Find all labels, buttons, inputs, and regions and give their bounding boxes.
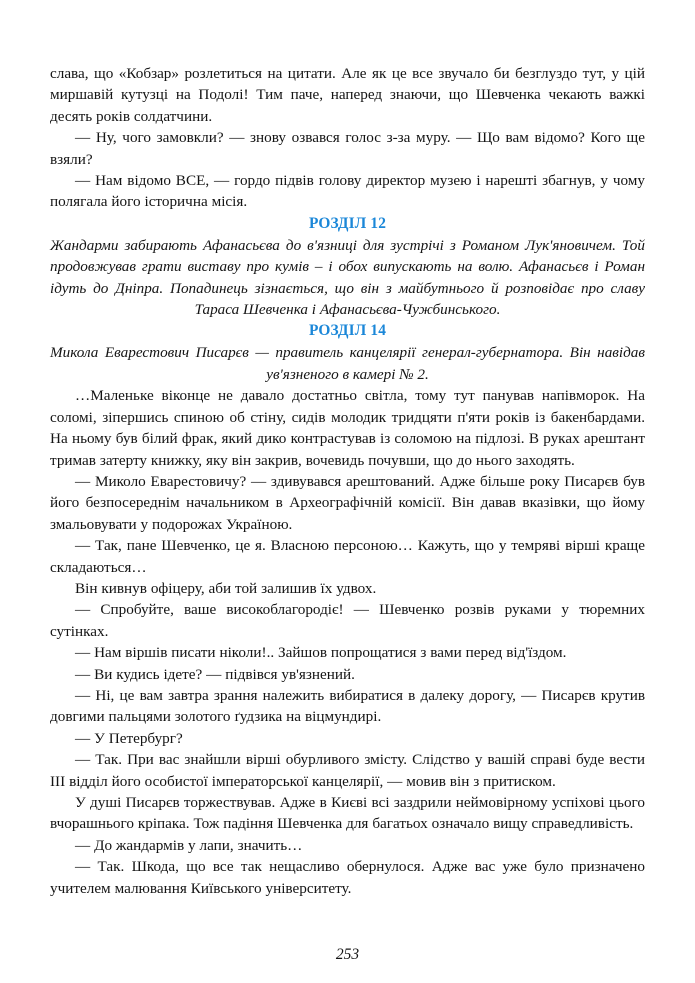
paragraph-ch14-13: — Так. Шкода, що все так нещасливо обернулося. Адже вас уже було призначено учителем малювання Київського університету. [50, 858, 645, 897]
paragraph-ch14-2: — Миколо Еварестовичу? — здивувався арештований. Адже більше року Писарєв був його безпосереднім начальником в Археографічній комісії. Він давав вказівки, що йому змальовувати у подорожах Україною. [50, 472, 645, 533]
page-number: 253 [335, 946, 360, 963]
paragraph-ch14-8: — Ні, це вам завтра зрання належить вибиратися в далеку дорогу, — Писарєв крутив довгими пальцями золотого ґудзика на віцмундирі. [50, 686, 645, 726]
chapter-heading-12: РОЗДІЛ 12 [308, 214, 387, 232]
paragraph-ch14-5: — Спробуйте, ваше високоблагородіє! — Шевченко розвів руками у тюремних сутінках. [50, 601, 645, 640]
paragraph-ch14-11: У душі Писарєв торжествував. Адже в Києві всі заздрили неймовірному успіхові цього вчорашнього кріпака. Тож падіння Шевченка для багатьох означало вищу справедливість. [50, 794, 645, 833]
paragraph-ch14-3: — Так, пане Шевченко, це я. Власною персоною… Кажуть, що у темряві вірші краще складаються… [50, 537, 645, 576]
chapter-summary-14: Микола Еварестович Писарєв — правитель канцелярії генерал-губернатора. Він навідав ув'язненого в камері № 2. [50, 344, 645, 383]
paragraph-ch14-10: — Так. При вас знайшли вірші обурливого змісту. Слідство у вашій справі буде вести ІІІ відділ його особистої імператорської канцелярії, — мовив він з притиском. [50, 751, 645, 790]
page-content [50, 63, 645, 899]
paragraph-ch14-7: — Ви кудись ідете? — підвівся ув'язнений. [75, 665, 355, 683]
paragraph-ch14-12: — До жандармів у лапи, значить… [75, 836, 303, 854]
paragraph-ch14-6: — Нам віршів писати ніколи!.. Зайшов попрощатися з вами перед від'їздом. [75, 644, 567, 662]
paragraph-dialogue-2: — Нам відомо ВСЕ, — гордо підвів голову директор музею і нарешті збагнув, у чому полягала його історична місія. [50, 172, 645, 211]
chapter-heading-14: РОЗДІЛ 14 [308, 322, 387, 340]
paragraph-ch14-4: Він кивнув офіцеру, аби той залишив їх удвох. [75, 579, 377, 597]
paragraph-dialogue-1: — Ну, чого замовкли? — знову озвався голос з-за муру. — Що вам відомо? Кого ще взяли? [50, 129, 645, 168]
chapter-summary-12: Жандарми забирають Афанасьєва до в'язниці для зустрічі з Романом Лук'яновичем. Той продовжував грати виставу про кумів – і обох випускають на волю. Афанасьєв і Роман ідуть до Дніпра. Попадинець зізнається, що він з майбутнього й розповідає про славу Тараса Шевченка і Афанасьєва-Чужбинського. [50, 236, 645, 319]
paragraph-ch14-1: …Маленьке віконце не давало достатньо світла, тому тут панував напівморок. На соломі, зіпершись спиною об стіну, сидів молодик тридцяти п'яти років із бакенбардами. На ньому був білий фрак, який дико контрастував із соломою на підлозі. В руках арештант тримав затерту книжку, яку він закрив, вочевидь почувши, що до нього заходять. [50, 387, 645, 469]
paragraph-ch14-9: — У Петербург? [75, 729, 183, 747]
paragraph-continued-top: слава, що «Кобзар» розлетиться на цитати. Але як це все звучало би безглуздо тут, у цій миршавій кутузці на Подолі! Тим паче, наперед знаючи, що Шевченка чекають важкі десять років солдатчини. [50, 65, 645, 125]
